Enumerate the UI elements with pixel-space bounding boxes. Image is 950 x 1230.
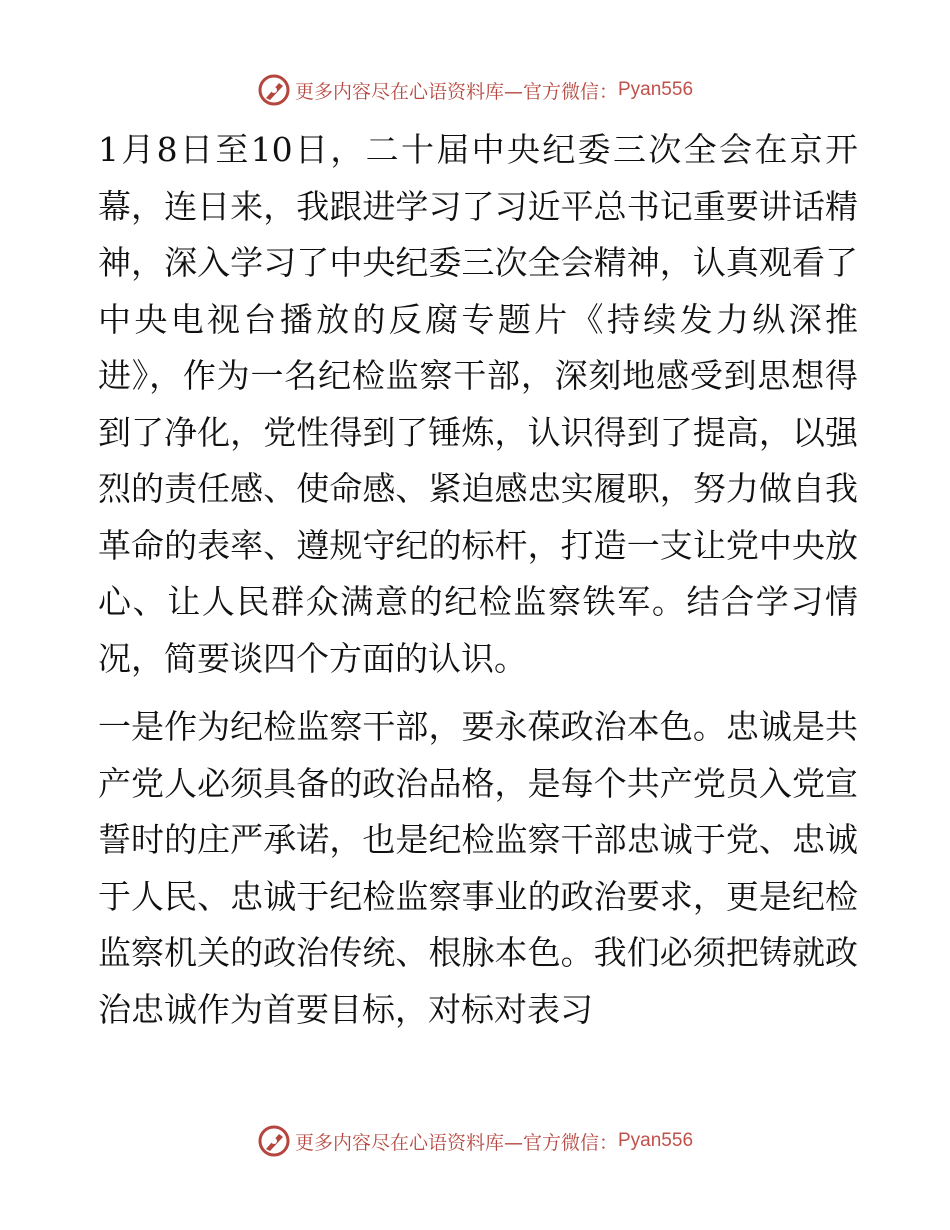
- pen-circle-logo-icon: [257, 73, 291, 107]
- paragraph-intro: 1月8日至10日，二十届中央纪委三次全会在京开幕，连日来，我跟进学习了习近平总书记重要讲话精神，深入学习了中央纪委三次全会精神，认真观看了中央电视台播放的反腐专题片《持续发力纵深推进》，作为一名纪检监察干部，深刻地感受到思想得到了净化，党性得到了锤炼，认识得到了提高，以强烈的责任感、使命感、紧迫感忠实履职，努力做自我革命的表率、遵规守纪的标杆，打造一支让党中央放心、让人民群众满意的纪检监察铁军。结合学习情况，简要谈四个方面的认识。: [98, 130, 858, 678]
- watermark-wechat-id: Pyan556: [618, 1130, 694, 1151]
- footer-watermark: [0, 1123, 950, 1159]
- document-body: [98, 122, 858, 1038]
- watermark-text: 更多内容尽在心语资料库—官方微信：: [294, 1131, 618, 1154]
- paragraph-point-one: 一是作为纪检监察干部，要永葆政治本色。忠诚是共产党人必须具备的政治品格，是每个共产党员入党宣誓时的庄严承诺，也是纪检监察干部忠诚于党、忠诚于人民、忠诚于纪检监察事业的政治要求，更是纪检监察机关的政治传统、根脉本色。我们必须把铸就政治忠诚作为首要目标，对标对表习: [98, 707, 858, 1029]
- header-watermark: [0, 72, 950, 108]
- watermark-wechat-id: Pyan556: [618, 79, 694, 100]
- watermark-text: 更多内容尽在心语资料库—官方微信：: [294, 80, 618, 103]
- pen-circle-logo-icon: [257, 1124, 291, 1158]
